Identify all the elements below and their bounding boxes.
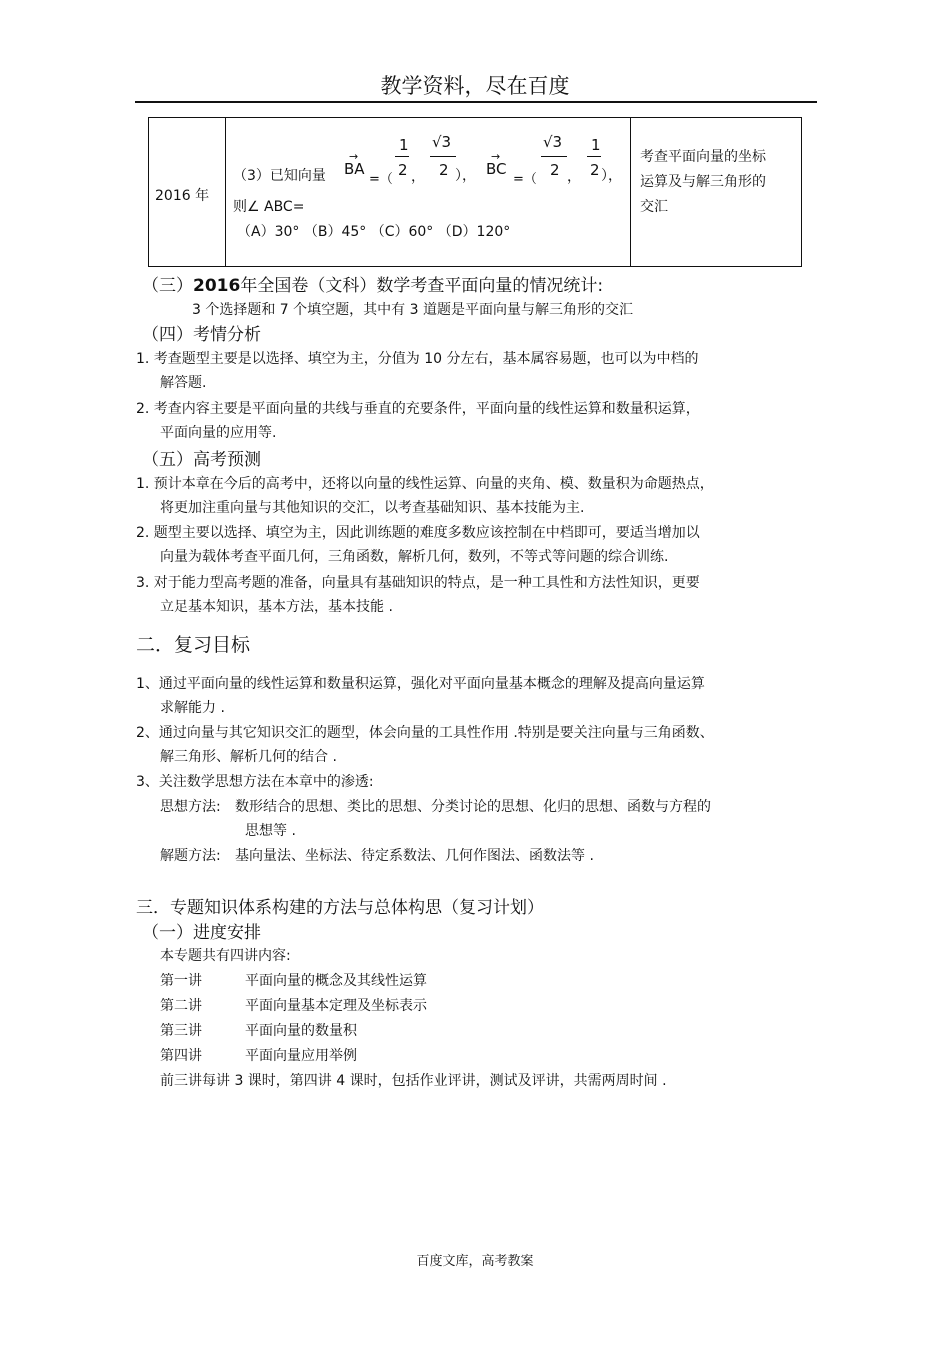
part-heading-goals: 二．复习目标 [136, 634, 251, 656]
solving-text: 基向量法、坐标法、待定系数法、几何作图法、函数法等 . [235, 848, 594, 864]
fraction-bar [541, 156, 567, 157]
sqrt-three: √3 [543, 133, 563, 151]
thinking-label: 思想方法: [160, 799, 221, 815]
fraction-denominator: 2 [439, 161, 449, 179]
fraction-bar [430, 156, 456, 157]
goal-item-cont: 解三角形、解析几何的结合 . [160, 749, 337, 765]
prediction-item: 1. 预计本章在今后的高考中，还将以向量的线性运算、向量的夹角、模、数量积为命题热点， [136, 476, 714, 492]
lecture-name: 第三讲 [160, 1023, 202, 1039]
comma: ， [567, 169, 581, 185]
prediction-item: 3. 对于能力型高考题的准备，向量具有基础知识的特点，是一种工具性和方法性知识，更要 [136, 575, 700, 591]
analysis-item-cont: 平面向量的应用等. [160, 425, 277, 441]
equals-open: =（ [369, 172, 393, 187]
heading-prefix: （三） [142, 276, 193, 296]
analysis-item-cont: 解答题. [160, 375, 207, 391]
note-line: 交汇 [640, 199, 668, 215]
section-heading-stats [142, 271, 603, 296]
fraction-numerator: 1 [399, 136, 409, 154]
year-cell: 2016 年 [155, 188, 210, 204]
goal-item: 2、通过向量与其它知识交汇的题型，体会向量的工具性作用 .特别是要关注向量与三角函数、 [136, 725, 714, 741]
lecture-title: 平面向量的数量积 [245, 1023, 357, 1039]
fraction-denominator: 2 [550, 161, 560, 179]
fraction-numerator: 1 [591, 136, 601, 154]
lecture-title: 平面向量应用举例 [245, 1048, 357, 1064]
equals-open: =（ [513, 172, 537, 187]
schedule-summary: 前三讲每讲 3 课时，第四讲 4 课时，包括作业评讲，测试及评讲，共需两周时间 . [160, 1073, 667, 1089]
thinking-text-cont: 思想等 . [245, 823, 296, 839]
fraction-denominator: 2 [590, 161, 600, 179]
solving-label: 解题方法: [160, 848, 221, 864]
vector-ba: BA [344, 160, 365, 178]
answer-options: （A）30° （B）45° （C）60° （D）120° [237, 224, 511, 240]
comma: ， [411, 169, 425, 185]
close-comma: ）， [601, 168, 622, 184]
goal-item: 1、通过平面向量的线性运算和数量积运算，强化对平面向量基本概念的理解及提高向量运算 [136, 676, 705, 692]
header-rule [135, 101, 817, 103]
table-divider [630, 118, 631, 266]
part-heading-plan: 三．专题知识体系构建的方法与总体构思（复习计划） [136, 898, 544, 918]
lecture-title: 平面向量的概念及其线性运算 [245, 973, 427, 989]
fraction-bar [395, 156, 409, 157]
section-heading-prediction: （五）高考预测 [142, 450, 261, 470]
page-footer: 百度文库，高考教案 [416, 1254, 534, 1269]
vector-arrow-icon: → [491, 150, 501, 163]
prediction-item: 2. 题型主要以选择、填空为主，因此训练题的难度多数应该控制在中档即可，要适当增加以 [136, 525, 700, 541]
prediction-item-cont: 将更加注重向量与其他知识的交汇，以考查基础知识、基本技能为主. [160, 500, 585, 516]
note-line: 运算及与解三角形的 [640, 174, 766, 190]
lecture-name: 第一讲 [160, 973, 202, 989]
table-divider [225, 118, 226, 266]
prediction-item-cont: 向量为载体考查平面几何，三角函数，解析几何，数列，不等式等问题的综合训练. [160, 549, 669, 565]
question-prefix: （3）已知向量 [233, 168, 326, 184]
analysis-item: 1. 考查题型主要是以选择、填空为主，分值为 10 分左右，基本属容易题，也可以为中档的 [136, 351, 699, 367]
goal-item: 3、关注数学思想方法在本章中的渗透: [136, 774, 374, 790]
lecture-name: 第四讲 [160, 1048, 202, 1064]
analysis-item: 2. 考查内容主要是平面向量的共线与垂直的充要条件，平面向量的线性运算和数量积运算， [136, 401, 700, 417]
stats-line: 3 个选择题和 7 个填空题，其中有 3 道题是平面向量与解三角形的交汇 [192, 302, 633, 318]
goal-item-cont: 求解能力 . [160, 700, 225, 716]
then-angle: 则∠ ABC= [233, 199, 305, 215]
vector-bc: BC [486, 160, 507, 178]
fraction-bar [587, 156, 601, 157]
exam-table-row [148, 117, 802, 267]
lecture-name: 第二讲 [160, 998, 202, 1014]
section-heading-analysis: （四）考情分析 [142, 325, 261, 345]
sqrt-three: √3 [432, 133, 452, 151]
sub-heading-schedule: （一）进度安排 [142, 923, 261, 943]
note-line: 考查平面向量的坐标 [640, 149, 766, 165]
thinking-text: 数形结合的思想、类比的思想、分类讨论的思想、化归的思想、函数与方程的 [235, 799, 711, 815]
heading-rest: 年全国卷（文科）数学考查平面向量的情况统计: [240, 276, 604, 296]
fraction-denominator: 2 [398, 161, 408, 179]
prediction-item-cont: 立足基本知识，基本方法，基本技能 . [160, 599, 393, 615]
lecture-title: 平面向量基本定理及坐标表示 [245, 998, 427, 1014]
heading-year: 2016 [193, 276, 241, 296]
page-header-title: 教学资料，尽在百度 [380, 74, 570, 98]
schedule-intro: 本专题共有四讲内容: [160, 948, 291, 964]
close-comma: ）， [455, 168, 476, 184]
vector-arrow-icon: → [349, 150, 359, 163]
